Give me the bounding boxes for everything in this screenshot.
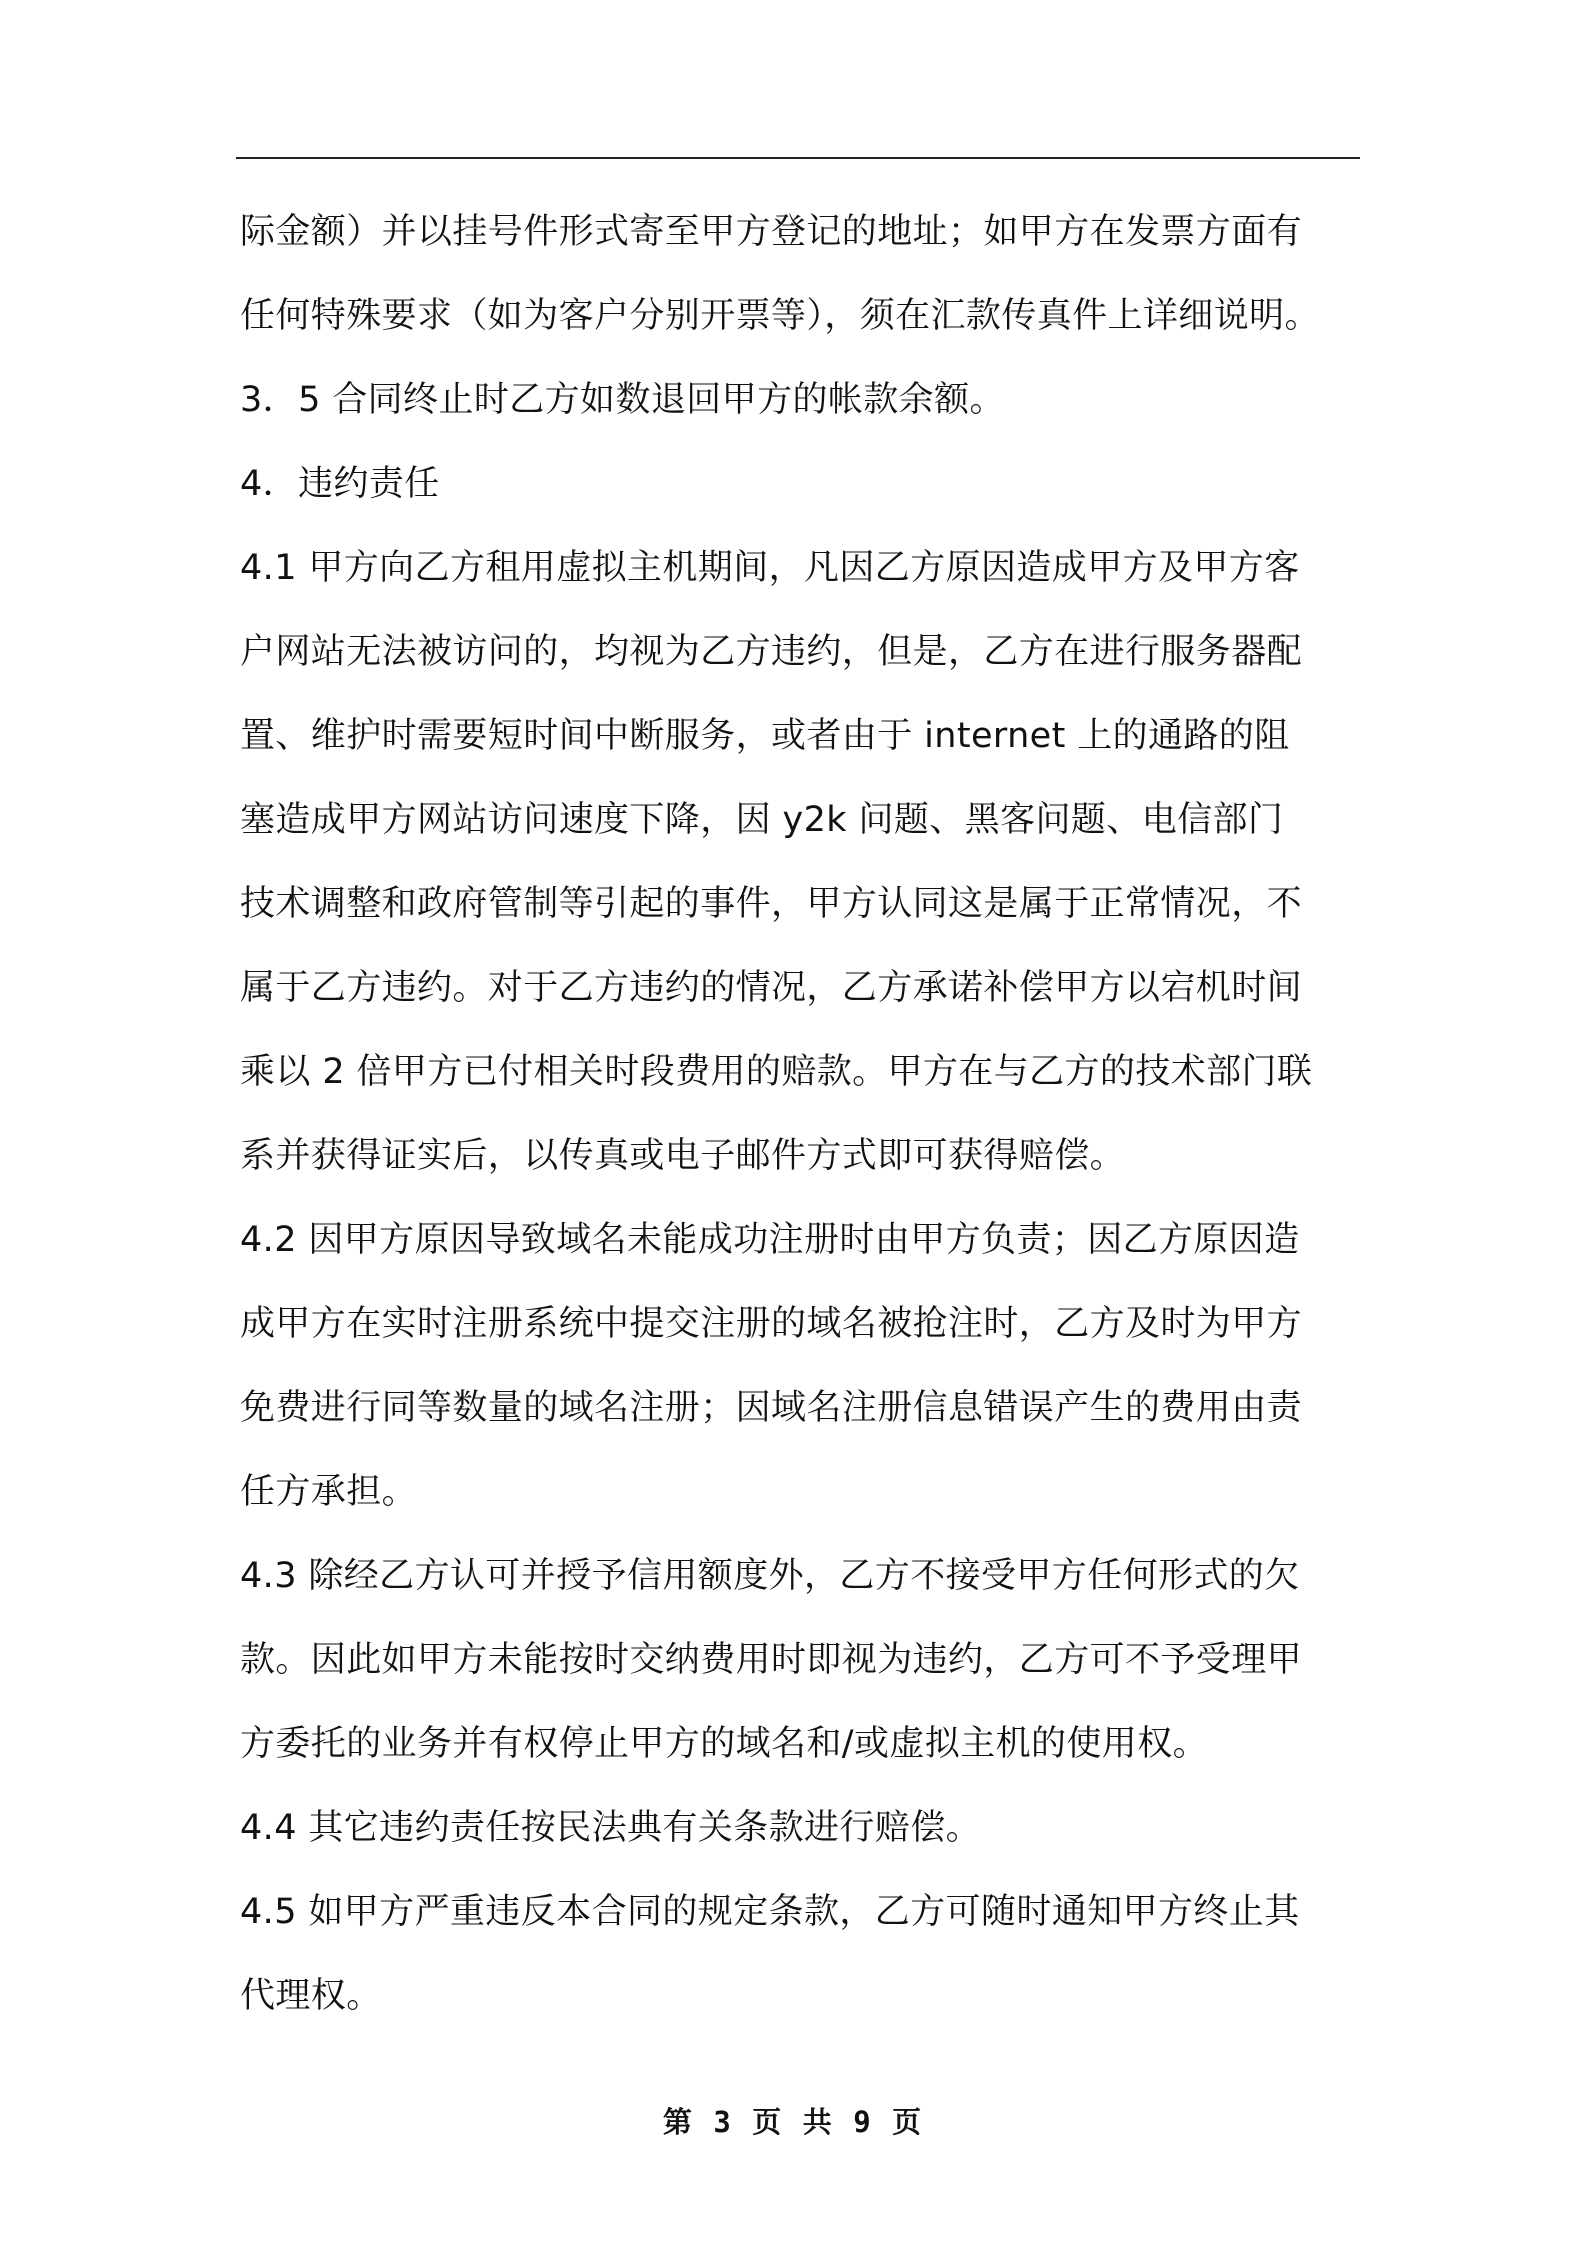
text-line: 代理权。 [240, 1976, 382, 2016]
text-line: 4.4 其它违约责任按民法典有关条款进行赔偿。 [240, 1808, 981, 1848]
header-rule [236, 157, 1360, 159]
text-line: 系并获得证实后，以传真或电子邮件方式即可获得赔偿。 [240, 1136, 1126, 1176]
text-line: 4.2 因甲方原因导致域名未能成功注册时由甲方负责；因乙方原因造 [240, 1220, 1300, 1260]
text-line: 3．5 合同终止时乙方如数退回甲方的帐款余额。 [240, 380, 1005, 420]
text-line: 4．违约责任 [240, 464, 440, 504]
text-line: 免费进行同等数量的域名注册；因域名注册信息错误产生的费用由责 [240, 1388, 1303, 1428]
text-line: 置、维护时需要短时间中断服务，或者由于 internet 上的通路的阻 [240, 716, 1290, 756]
page-number: 第 3 页 共 9 页 [662, 2105, 924, 2139]
text-line: 际金额）并以挂号件形式寄至甲方登记的地址；如甲方在发票方面有 [240, 212, 1303, 252]
document-text [240, 190, 1370, 2038]
text-line: 4.5 如甲方严重违反本合同的规定条款，乙方可随时通知甲方终止其 [240, 1892, 1300, 1932]
text-line: 4.1 甲方向乙方租用虚拟主机期间，凡因乙方原因造成甲方及甲方客 [240, 548, 1300, 588]
text-line: 成甲方在实时注册系统中提交注册的域名被抢注时，乙方及时为甲方 [240, 1304, 1303, 1344]
text-line: 款。因此如甲方未能按时交纳费用时即视为违约，乙方可不予受理甲 [240, 1640, 1303, 1680]
text-line: 户网站无法被访问的，均视为乙方违约，但是，乙方在进行服务器配 [240, 632, 1303, 672]
text-line: 乘以 2 倍甲方已付相关时段费用的赔款。甲方在与乙方的技术部门联 [240, 1052, 1313, 1092]
text-line: 技术调整和政府管制等引起的事件，甲方认同这是属于正常情况，不 [240, 884, 1303, 924]
text-line: 4.3 除经乙方认可并授予信用额度外，乙方不接受甲方任何形式的欠 [240, 1556, 1300, 1596]
text-line: 塞造成甲方网站访问速度下降，因 y2k 问题、黑客问题、电信部门 [240, 800, 1284, 840]
text-line: 方委托的业务并有权停止甲方的域名和/或虚拟主机的使用权。 [240, 1724, 1208, 1764]
text-line: 任方承担。 [240, 1472, 418, 1512]
document-body [240, 190, 1370, 2038]
text-line: 属于乙方违约。对于乙方违约的情况，乙方承诺补偿甲方以宕机时间 [240, 968, 1303, 1008]
text-line: 任何特殊要求（如为客户分别开票等），须在汇款传真件上详细说明。 [240, 296, 1320, 336]
